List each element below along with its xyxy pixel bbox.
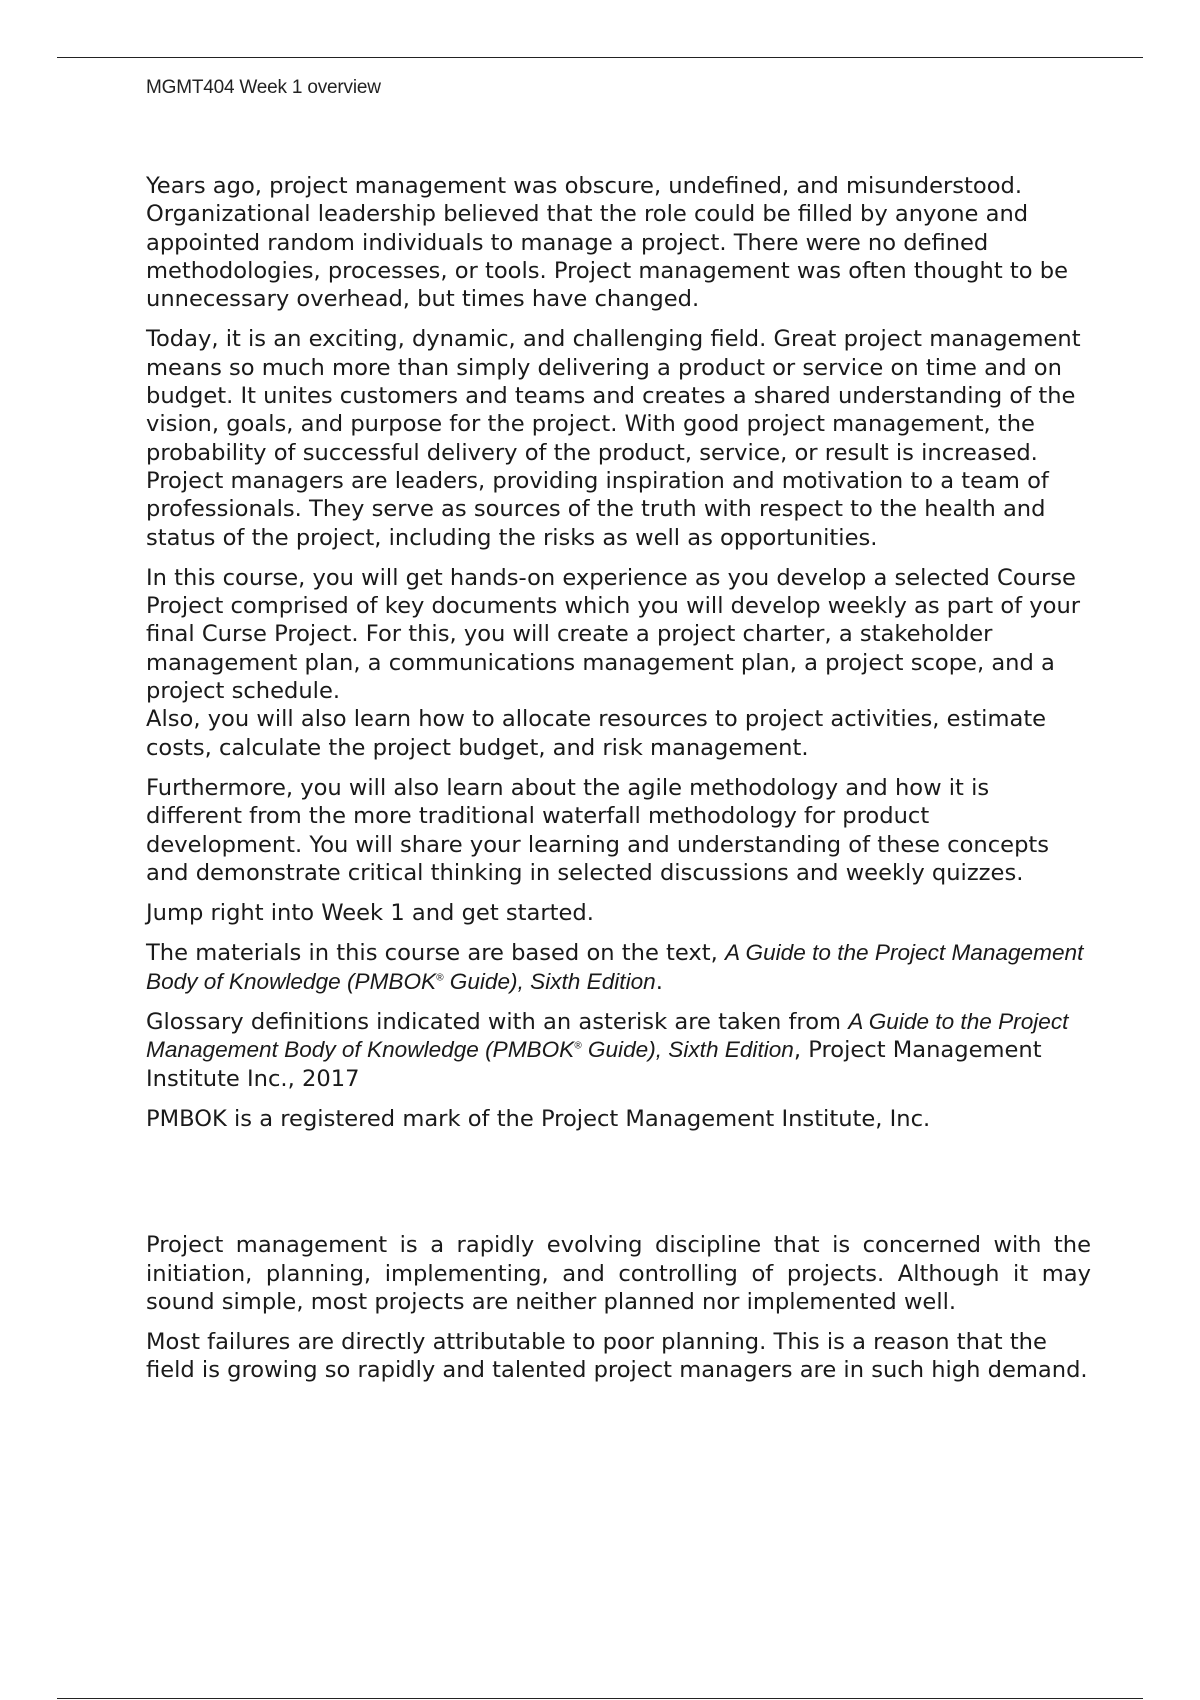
page-header-title: MGMT404 Week 1 overview	[146, 77, 381, 98]
header-rule	[57, 57, 1143, 58]
paragraph-glossary	[146, 1008, 1091, 1093]
materials-tail: .	[655, 968, 663, 995]
footer-rule	[57, 1698, 1143, 1699]
glossary-tail: , Project Management Institute Inc., 2017	[146, 1037, 1042, 1092]
paragraph-discipline: Project management is a rapidly evolving discipline that is concerned with the initiation, planning, implementing, and controlling of projects. Although it may sound simple, most projects are neither planned nor implemented well.	[146, 1232, 1091, 1315]
registered-mark: ®	[574, 1040, 582, 1052]
registered-mark: ®	[436, 972, 444, 984]
pmbok-title-citation: A Guide to the Project Management Body of Knowledge (PMBOK® Guide), Sixth Edition	[146, 940, 1084, 994]
paragraph-history: Years ago, project management was obscure, undefined, and misunderstood. Organizational leadership believed that the role could be filled by anyone and appointed random individuals to manage a project. There were no defined methodologies, processes, or tools. Project management was often thought to be unnecessary overhead, but times have changed.	[146, 173, 1068, 313]
paragraph-failures: Most failures are directly attributable to poor planning. This is a reason that the field is growing so rapidly and talented project managers are in such high demand.	[146, 1329, 1088, 1384]
paragraph-trademark: PMBOK is a registered mark of the Project Management Institute, Inc.	[146, 1105, 931, 1132]
paragraph-course-project: In this course, you will get hands-on experience as you develop a selected Course Project comprised of key documents which you will develop weekly as part of your final Curse Project. For this, you will create a project charter, a stakeholder management plan, a communications management plan, a project scope, and a project schedule.	[146, 564, 1081, 705]
pmbok-title-citation: A Guide to the Project Management Body of Knowledge (PMBOK® Guide), Sixth Edition	[146, 1009, 1069, 1063]
paragraph-materials	[146, 939, 1091, 996]
paragraph-resources: Also, you will also learn how to allocate resources to project activities, estimate costs, calculate the project budget, and risk management.	[146, 706, 1047, 761]
paragraph-jump-in: Jump right into Week 1 and get started.	[146, 900, 594, 927]
paragraph-today: Today, it is an exciting, dynamic, and challenging field. Great project management means so much more than simply delivering a product or service on time and on budget. It unites customers and teams and creates a shared understanding of the vision, goals, and purpose for the project. With good project management, the probability of successful delivery of the product, service, or result is increased. Project managers are leaders, providing inspiration and motivation to a team of professionals. They serve as sources of the truth with respect to the health and status of the project, including the risks as well as opportunities.	[146, 326, 1081, 551]
materials-lead: The materials in this course are based on the text,	[146, 940, 725, 967]
glossary-lead: Glossary definitions indicated with an asterisk are taken from	[146, 1009, 849, 1036]
document-body	[146, 172, 1091, 1397]
paragraph-agile: Furthermore, you will also learn about the agile methodology and how it is different from the more traditional waterfall methodology for product development. You will share your learning and understanding of these concepts and demonstrate critical thinking in selected discussions and weekly quizzes.	[146, 774, 1050, 886]
